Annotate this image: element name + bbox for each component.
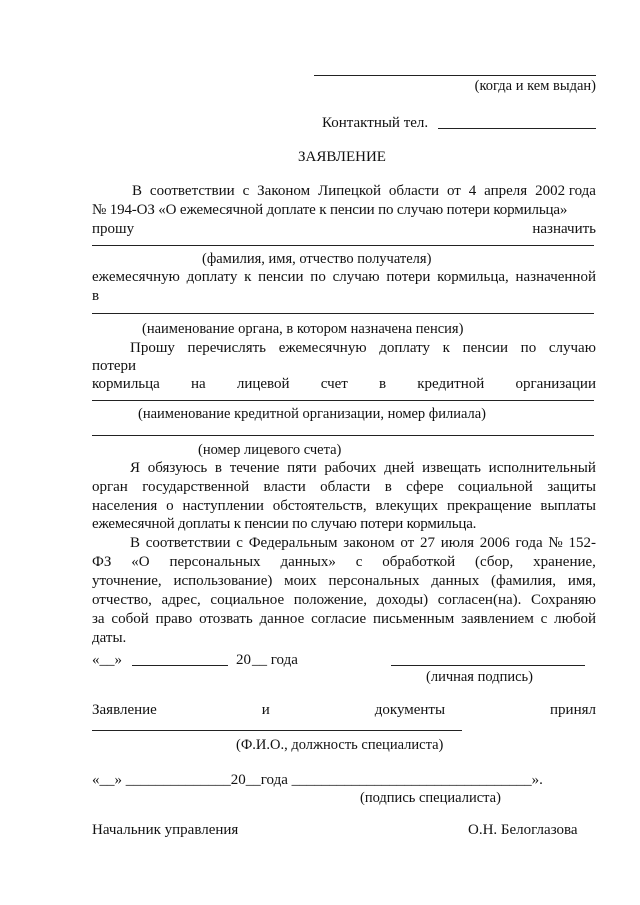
footer-position: Начальник управления	[92, 822, 239, 838]
transfer-line-1	[130, 341, 596, 356]
obligation-line-2-word: области	[320, 479, 371, 495]
consent-line-1-word: от	[400, 535, 415, 551]
intro-line-1-word: Липецкой	[318, 183, 381, 199]
accepted-line-word: документы	[374, 702, 446, 718]
obligation-line-1-word: рабочих	[324, 460, 377, 476]
consent-line-5-word: согласие	[311, 611, 367, 627]
consent-line-5-word: право	[155, 611, 193, 627]
consent-line-1-word: №	[548, 535, 563, 551]
obligation-line-1-word: течение	[229, 460, 280, 476]
obligation-line-3-word: обстоятельств,	[272, 498, 367, 514]
consent-line-1-word: законом	[343, 535, 395, 551]
supplement-line-1-word: к	[244, 269, 252, 285]
obligation-line-2-word: власти	[263, 479, 306, 495]
transfer-line-1-word: перечислять	[187, 340, 267, 356]
obligation-line-3-word: о	[166, 498, 174, 514]
intro-line-1	[132, 184, 596, 199]
transfer-line-2: потери	[92, 358, 137, 374]
consent-line-3-word: данных	[431, 573, 480, 589]
consent-line-4-word: согласен(на).	[437, 592, 522, 608]
consent-line-3-word: персональных	[328, 573, 420, 589]
consent-line-4-word: социальное	[210, 592, 285, 608]
consent-line-1-word: июля	[440, 535, 474, 551]
recipient-name-caption: (фамилия, имя, отчество получателя)	[202, 251, 432, 267]
specialist-name-blank[interactable]	[92, 730, 462, 731]
consent-line-5-word: письменным	[372, 611, 455, 627]
intro-line-1-word: 2002 года	[535, 183, 596, 199]
consent-line-2-word: (сбор,	[475, 554, 514, 570]
consent-line-2-word: данных»	[280, 554, 336, 570]
obligation-line-1-word: пяти	[287, 460, 317, 476]
supplement-line-1-word: доплату	[186, 269, 238, 285]
obligation-line-3-word: прекращение	[447, 498, 532, 514]
obligation-line-4: ежемесячной доплаты к пенсии по случаю потери кормильца.	[92, 516, 477, 532]
consent-line-2-word: персональных	[169, 554, 261, 570]
issued-by-caption: (когда и кем выдан)	[474, 78, 596, 94]
intro-line-1-word: соответствии	[149, 183, 235, 199]
supplement-line-1	[92, 270, 596, 285]
supplement-line-1-word: кормильца,	[437, 269, 509, 285]
consent-line-2-word: обработкой	[382, 554, 456, 570]
consent-line-4-word: положение,	[293, 592, 367, 608]
consent-line-4-word: отчество,	[92, 592, 152, 608]
document-title: ЗАЯВЛЕНИЕ	[298, 149, 386, 165]
transfer-line-3-word: кредитной	[417, 376, 485, 392]
supplement-line-2: в	[92, 288, 100, 304]
supplement-line-1-word: случаю	[332, 269, 380, 285]
date-year-prefix: 20	[236, 652, 251, 668]
transfer-line-1-word: ежемесячную	[278, 340, 367, 356]
transfer-line-3-word: в	[379, 376, 387, 392]
transfer-line-3-word: организации	[515, 376, 596, 392]
supplement-line-1-word: по	[310, 269, 326, 285]
obligation-line-2-word: социальной	[457, 479, 533, 495]
obligation-line-1-word: в	[214, 460, 222, 476]
consent-line-5-word: заявлением	[461, 611, 534, 627]
intro-line-3-right: назначить	[532, 221, 596, 237]
consent-line-4	[92, 593, 596, 608]
supplement-line-1-word: ежемесячную	[92, 269, 180, 285]
intro-line-1-word: области	[388, 183, 440, 199]
accepted-line	[92, 703, 596, 718]
obligation-line-3-word: выплаты	[540, 498, 596, 514]
obligation-line-2	[92, 480, 596, 495]
intro-line-1-word: В	[132, 183, 143, 199]
consent-line-5-word: за	[92, 611, 105, 627]
account-number-blank[interactable]	[92, 435, 594, 436]
obligation-line-1-word: исполнительный	[488, 460, 596, 476]
footer-name: О.Н. Белоглазова	[468, 822, 578, 838]
obligation-line-1-word: обязуюсь	[147, 460, 208, 476]
consent-line-5-word: собой	[111, 611, 149, 627]
consent-line-3-word: моих	[284, 573, 317, 589]
consent-line-5-word: отозвать	[199, 611, 253, 627]
bank-name-caption: (наименование кредитной организации, номер филиала)	[138, 406, 487, 422]
bank-name-blank[interactable]	[92, 400, 594, 401]
consent-line-5-word: с	[540, 611, 548, 627]
consent-line-5	[92, 612, 596, 627]
transfer-line-3-word: кормильца	[92, 376, 160, 392]
intro-line-1-word: с	[242, 183, 250, 199]
account-number-caption: (номер лицевого счета)	[198, 442, 342, 458]
intro-line-3-left: прошу	[92, 221, 135, 237]
supplement-line-1-word: пенсии	[258, 269, 304, 285]
personal-signature-blank[interactable]	[391, 665, 585, 666]
transfer-line-1-word: пенсии	[462, 340, 509, 356]
transfer-line-1-word: по	[520, 340, 537, 356]
consent-line-4-word: Сохраняю	[531, 592, 596, 608]
date-day-blank[interactable]	[132, 665, 228, 666]
contact-phone-label: Контактный тел.	[322, 115, 429, 131]
intro-line-1-word: от	[446, 183, 461, 199]
obligation-line-2-word: в	[384, 479, 392, 495]
consent-line-2-word: ФЗ	[92, 554, 112, 570]
consent-line-2-word: с	[355, 554, 363, 570]
date-line-2[interactable]: «__» ______________20__года ________________________________».	[92, 772, 543, 788]
consent-line-1-word: 2006	[479, 535, 510, 551]
consent-line-1-word: Федеральным	[248, 535, 338, 551]
issuer-blank-line[interactable]	[314, 75, 596, 76]
consent-line-4-word: доходы)	[376, 592, 429, 608]
consent-line-3-word: использование)	[173, 573, 273, 589]
intro-line-2: № 194-ОЗ «О ежемесячной доплате к пенсии по случаю потери кормильца»	[92, 202, 568, 218]
pension-body-caption: (наименование органа, в котором назначена пенсия)	[142, 321, 464, 337]
consent-line-3-word: уточнение,	[92, 573, 162, 589]
consent-line-1-word: соответствии	[145, 535, 231, 551]
obligation-line-1-word: дней	[384, 460, 415, 476]
consent-line-1-word: года	[515, 535, 543, 551]
recipient-name-blank[interactable]	[92, 245, 594, 246]
accepted-line-word: и	[261, 702, 270, 718]
consent-line-2-word: «О	[131, 554, 150, 570]
obligation-line-1-word: Я	[130, 460, 141, 476]
date-year-suffix: __ года	[252, 652, 298, 668]
obligation-line-1-word: извещать	[422, 460, 481, 476]
contact-phone-blank[interactable]	[438, 128, 596, 129]
personal-signature-caption: (личная подпись)	[426, 669, 533, 685]
supplement-line-1-word: назначенной	[515, 269, 596, 285]
consent-line-1-word: В	[130, 535, 141, 551]
obligation-line-3	[92, 499, 596, 514]
consent-line-2	[92, 555, 596, 570]
transfer-line-1-word: Прошу	[130, 340, 175, 356]
obligation-line-3-word: населения	[92, 498, 158, 514]
consent-line-1-word: 152-	[568, 535, 596, 551]
obligation-line-2-word: государственной	[142, 479, 250, 495]
obligation-line-2-word: орган	[92, 479, 128, 495]
accepted-line-word: Заявление	[92, 702, 157, 718]
consent-line-1-word: с	[236, 535, 243, 551]
pension-body-blank[interactable]	[92, 313, 594, 314]
consent-line-5-word: любой	[554, 611, 596, 627]
intro-line-1-word: Законом	[257, 183, 311, 199]
transfer-line-3-word: счет	[320, 376, 348, 392]
consent-line-1	[130, 536, 596, 551]
transfer-line-3	[92, 377, 596, 392]
intro-line-1-word: апреля	[484, 183, 528, 199]
obligation-line-2-word: защиты	[547, 479, 596, 495]
supplement-line-1-word: потери	[386, 269, 431, 285]
consent-line-3	[92, 574, 596, 589]
consent-line-4-word: адрес,	[161, 592, 201, 608]
consent-line-1-word: 27	[419, 535, 435, 551]
consent-line-3-word: (фамилия,	[491, 573, 557, 589]
obligation-line-3-word: наступлении	[182, 498, 264, 514]
intro-line-1-word: 4	[468, 183, 477, 199]
specialist-name-caption: (Ф.И.О., должность специалиста)	[236, 737, 444, 753]
accepted-line-word: принял	[550, 702, 596, 718]
consent-line-2-word: хранение,	[533, 554, 596, 570]
consent-line-6: даты.	[92, 630, 127, 646]
transfer-line-3-word: на	[191, 376, 206, 392]
obligation-line-2-word: сфере	[406, 479, 444, 495]
transfer-line-3-word: лицевой	[236, 376, 290, 392]
date-open: «__»	[92, 652, 122, 668]
specialist-signature-caption: (подпись специалиста)	[360, 790, 501, 806]
transfer-line-1-word: к	[442, 340, 450, 356]
obligation-line-1	[130, 461, 596, 476]
transfer-line-1-word: доплату	[379, 340, 430, 356]
consent-line-5-word: данное	[259, 611, 305, 627]
consent-line-3-word: имя,	[567, 573, 596, 589]
transfer-line-1-word: случаю	[548, 340, 596, 356]
obligation-line-3-word: влекущих	[375, 498, 439, 514]
